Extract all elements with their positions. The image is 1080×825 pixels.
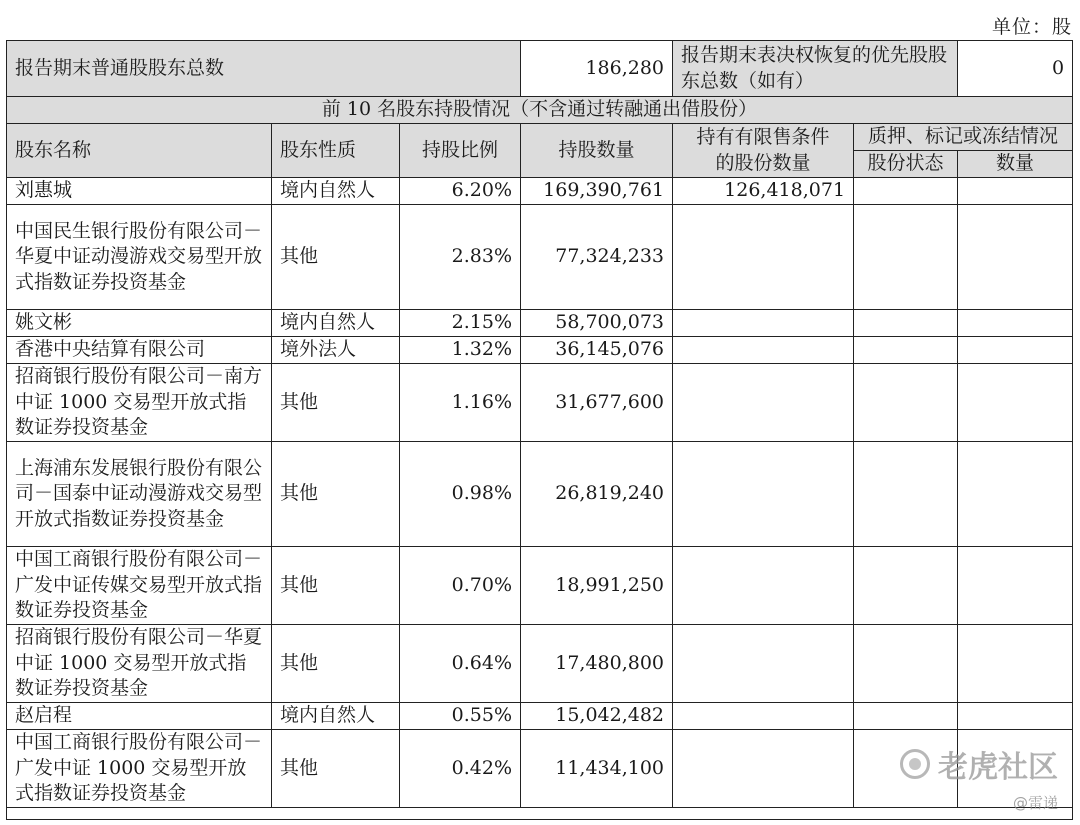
- preferred-holders-label: 报告期末表决权恢复的优先股股东总数（如有）: [673, 41, 958, 97]
- cell-status: [854, 337, 958, 364]
- cell-nature: 其他: [272, 205, 400, 310]
- section-title: 前 10 名股东持股情况（不含通过转融通出借股份）: [7, 97, 1073, 124]
- cell-shares: 169,390,761: [521, 178, 673, 205]
- cell-restricted: [673, 703, 854, 730]
- cell-ratio: 0.55%: [400, 703, 521, 730]
- header-nature: 股东性质: [272, 124, 400, 178]
- cell-shares: 11,434,100: [521, 730, 673, 808]
- cell-restricted: [673, 310, 854, 337]
- cell-ratio: 6.20%: [400, 178, 521, 205]
- table-row: [7, 364, 1073, 442]
- cell-nature: 境内自然人: [272, 310, 400, 337]
- header-row-1: [7, 124, 1073, 151]
- unit-label: 单位：股: [991, 16, 1072, 38]
- cell-qty: [958, 205, 1073, 310]
- table-row: [7, 703, 1073, 730]
- cell-name: 招商银行股份有限公司－华夏中证 1000 交易型开放式指数证券投资基金: [7, 625, 272, 703]
- section-title-row: [7, 97, 1073, 124]
- cell-nature: 其他: [272, 442, 400, 547]
- cell-qty: [958, 310, 1073, 337]
- cell-nature: 其他: [272, 625, 400, 703]
- table-row: [7, 310, 1073, 337]
- table-row: [7, 205, 1073, 310]
- cell-status: [854, 178, 958, 205]
- header-pledge-status: 股份状态: [854, 151, 958, 178]
- cell-restricted: [673, 364, 854, 442]
- cell-name: 中国民生银行股份有限公司－华夏中证动漫游戏交易型开放式指数证券投资基金: [7, 205, 272, 310]
- watermark-handle: @雷递: [1012, 794, 1058, 812]
- header-name: 股东名称: [7, 124, 272, 178]
- cell-nature: 境内自然人: [272, 178, 400, 205]
- cell-status: [854, 205, 958, 310]
- table-row-cutoff: [7, 808, 1073, 820]
- summary-row: [7, 41, 1073, 97]
- cell-status: [854, 703, 958, 730]
- cell-status: [854, 364, 958, 442]
- watermark-brand: [900, 742, 1058, 786]
- table-row: [7, 442, 1073, 547]
- cell-name: 中国工商银行股份有限公司－广发中证传媒交易型开放式指数证券投资基金: [7, 547, 272, 625]
- table-row: [7, 625, 1073, 703]
- cell-status: [854, 547, 958, 625]
- cell-ratio: 2.83%: [400, 205, 521, 310]
- preferred-holders-value: 0: [958, 41, 1073, 97]
- cell-shares: 18,991,250: [521, 547, 673, 625]
- header-pledge-qty: 数量: [958, 151, 1073, 178]
- cell-ratio: 1.32%: [400, 337, 521, 364]
- cell-shares: 77,324,233: [521, 205, 673, 310]
- cell-name: 刘惠城: [7, 178, 272, 205]
- table-row: [7, 337, 1073, 364]
- cell-ratio: 1.16%: [400, 364, 521, 442]
- cell-name: 招商银行股份有限公司－南方中证 1000 交易型开放式指数证券投资基金: [7, 364, 272, 442]
- cell-qty: [958, 337, 1073, 364]
- cell-restricted: [673, 337, 854, 364]
- cell-shares: 36,145,076: [521, 337, 673, 364]
- cell-qty: [958, 364, 1073, 442]
- cell-ratio: 0.98%: [400, 442, 521, 547]
- cell-name: 中国工商银行股份有限公司－广发中证 1000 交易型开放式指数证券投资基金: [7, 730, 272, 808]
- cell-qty: [958, 625, 1073, 703]
- cell-nature: 境外法人: [272, 337, 400, 364]
- cell-qty: [958, 178, 1073, 205]
- cell-restricted: [673, 625, 854, 703]
- table-row: [7, 178, 1073, 205]
- header-ratio: 持股比例: [400, 124, 521, 178]
- table-row: [7, 547, 1073, 625]
- cell-shares: 31,677,600: [521, 364, 673, 442]
- cutoff-cell: [7, 808, 1073, 820]
- cell-status: [854, 310, 958, 337]
- cell-ratio: 0.64%: [400, 625, 521, 703]
- cell-nature: 境内自然人: [272, 703, 400, 730]
- cell-status: [854, 442, 958, 547]
- cell-shares: 15,042,482: [521, 703, 673, 730]
- cell-status: [854, 625, 958, 703]
- header-restricted: 持有有限售条件的股份数量: [673, 124, 854, 178]
- shareholder-table: [6, 40, 1073, 820]
- cell-name: 赵启程: [7, 703, 272, 730]
- cell-name: 上海浦东发展银行股份有限公司－国泰中证动漫游戏交易型开放式指数证券投资基金: [7, 442, 272, 547]
- total-common-holders-label: 报告期末普通股股东总数: [7, 41, 521, 97]
- cell-name: 姚文彬: [7, 310, 272, 337]
- cell-qty: [958, 442, 1073, 547]
- watermark-brand-text: 老虎社区: [938, 750, 1058, 785]
- cell-qty: [958, 547, 1073, 625]
- cell-shares: 58,700,073: [521, 310, 673, 337]
- cell-restricted: [673, 547, 854, 625]
- cell-ratio: 2.15%: [400, 310, 521, 337]
- cell-nature: 其他: [272, 547, 400, 625]
- tiger-logo-icon: [900, 749, 930, 779]
- cell-shares: 17,480,800: [521, 625, 673, 703]
- cell-restricted: [673, 205, 854, 310]
- cell-restricted: [673, 442, 854, 547]
- header-pledge: 质押、标记或冻结情况: [854, 124, 1073, 151]
- total-common-holders-value: 186,280: [521, 41, 673, 97]
- cell-qty: [958, 703, 1073, 730]
- cell-shares: 26,819,240: [521, 442, 673, 547]
- cell-nature: 其他: [272, 364, 400, 442]
- cell-ratio: 0.42%: [400, 730, 521, 808]
- cell-ratio: 0.70%: [400, 547, 521, 625]
- cell-name: 香港中央结算有限公司: [7, 337, 272, 364]
- cell-restricted: 126,418,071: [673, 178, 854, 205]
- header-shares: 持股数量: [521, 124, 673, 178]
- cell-nature: 其他: [272, 730, 400, 808]
- cell-restricted: [673, 730, 854, 808]
